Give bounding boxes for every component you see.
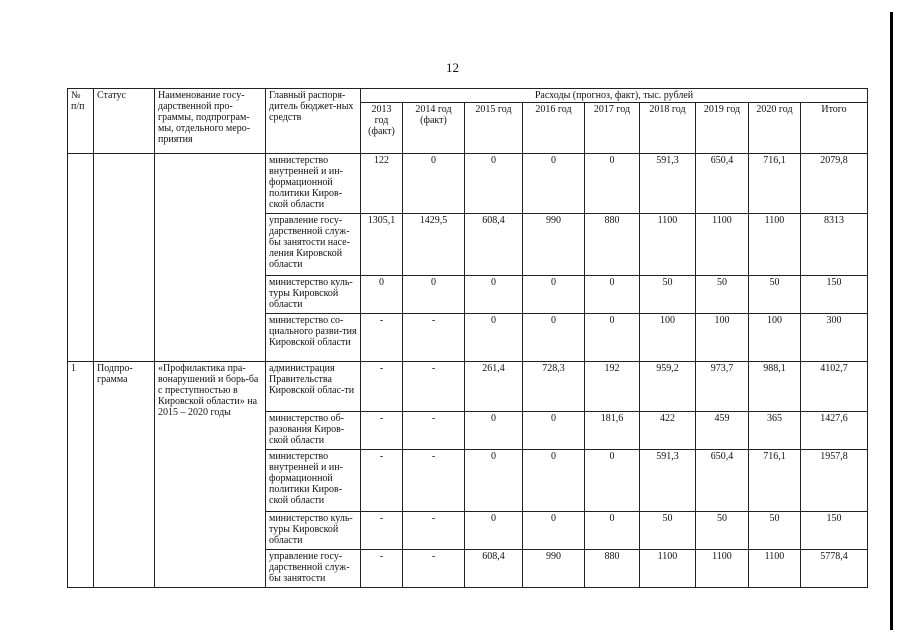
- row-value: 0: [523, 450, 585, 512]
- header-year-2014: 2014 год (факт): [403, 103, 465, 154]
- row-value: 50: [696, 276, 749, 314]
- row-value: 50: [640, 276, 696, 314]
- row-value: 0: [523, 276, 585, 314]
- header-year-2018: 2018 год: [640, 103, 696, 154]
- row-value: 181,6: [585, 412, 640, 450]
- row-value: 1100: [696, 550, 749, 588]
- row-no: [68, 154, 94, 362]
- table-body: [68, 154, 868, 588]
- row-value: -: [403, 550, 465, 588]
- row-name: «Профилактика пра-вонарушений и борь-ба с преступностью в Кировской области» на 2015 – 2020 годы: [155, 362, 266, 588]
- row-value: 0: [523, 512, 585, 550]
- row-value: 608,4: [465, 214, 523, 276]
- row-value: 728,3: [523, 362, 585, 412]
- row-value: 1957,8: [801, 450, 868, 512]
- row-value: -: [361, 362, 403, 412]
- row-value: 0: [465, 276, 523, 314]
- row-value: 1100: [696, 214, 749, 276]
- row-value: 0: [585, 314, 640, 362]
- row-value: 716,1: [749, 450, 801, 512]
- row-value: 0: [523, 314, 585, 362]
- row-value: 1100: [640, 214, 696, 276]
- header-expenses: Расходы (прогноз, факт), тыс. рублей: [361, 89, 868, 103]
- row-value: 4102,7: [801, 362, 868, 412]
- row-org: управление госу-дарственной служ-бы занятости насе-ления Кировской области: [266, 214, 361, 276]
- row-value: 990: [523, 214, 585, 276]
- row-value: 1427,6: [801, 412, 868, 450]
- row-value: 990: [523, 550, 585, 588]
- row-value: 0: [465, 154, 523, 214]
- row-value: 0: [465, 512, 523, 550]
- row-value: 0: [465, 450, 523, 512]
- row-value: 192: [585, 362, 640, 412]
- header-year-2016: 2016 год: [523, 103, 585, 154]
- row-value: -: [361, 512, 403, 550]
- row-org: министерство куль-туры Кировской области: [266, 512, 361, 550]
- row-value: 1100: [749, 214, 801, 276]
- header-manager: Главный распоря-дитель бюджет-ных средств: [266, 89, 361, 154]
- row-value: 988,1: [749, 362, 801, 412]
- row-value: 150: [801, 512, 868, 550]
- header-status: Статус: [94, 89, 155, 154]
- row-name: [155, 154, 266, 362]
- row-value: 973,7: [696, 362, 749, 412]
- scan-edge-bar: [890, 12, 893, 630]
- row-value: -: [361, 550, 403, 588]
- row-value: 5778,4: [801, 550, 868, 588]
- row-value: 50: [640, 512, 696, 550]
- row-value: 0: [585, 512, 640, 550]
- table-row: [68, 154, 868, 214]
- row-value: 261,4: [465, 362, 523, 412]
- page-number: 12: [446, 60, 459, 75]
- row-value: -: [403, 362, 465, 412]
- row-value: 650,4: [696, 154, 749, 214]
- header-year-2020: 2020 год: [749, 103, 801, 154]
- row-value: 608,4: [465, 550, 523, 588]
- row-value: -: [403, 450, 465, 512]
- row-value: 880: [585, 214, 640, 276]
- budget-table: [67, 88, 868, 588]
- row-value: -: [361, 314, 403, 362]
- row-org: управление госу-дарственной служ-бы занятости: [266, 550, 361, 588]
- row-value: -: [361, 412, 403, 450]
- row-value: 1429,5: [403, 214, 465, 276]
- header-total: Итого: [801, 103, 868, 154]
- row-value: 8313: [801, 214, 868, 276]
- row-value: 100: [749, 314, 801, 362]
- row-org: министерство куль-туры Кировской области: [266, 276, 361, 314]
- row-value: 0: [465, 412, 523, 450]
- row-value: 122: [361, 154, 403, 214]
- row-value: 365: [749, 412, 801, 450]
- row-org: министерство внутренней и ин-формационной политики Киров-ской области: [266, 450, 361, 512]
- row-value: 0: [523, 412, 585, 450]
- header-name: Наименование госу-дарственной про-граммы, подпрограм-мы, отдельного меро-приятия: [155, 89, 266, 154]
- row-value: 50: [749, 276, 801, 314]
- header-no: № п/п: [68, 89, 94, 154]
- row-value: 1100: [749, 550, 801, 588]
- row-status: Подпро-грамма: [94, 362, 155, 588]
- row-value: 1100: [640, 550, 696, 588]
- row-value: -: [361, 450, 403, 512]
- row-value: 0: [403, 154, 465, 214]
- row-org: министерство внутренней и ин-формационной политики Киров-ской области: [266, 154, 361, 214]
- row-value: 459: [696, 412, 749, 450]
- table-row: [68, 362, 868, 412]
- row-value: 716,1: [749, 154, 801, 214]
- row-value: 959,2: [640, 362, 696, 412]
- header-year-2013: 2013 год (факт): [361, 103, 403, 154]
- header-year-2019: 2019 год: [696, 103, 749, 154]
- header-year-2017: 2017 год: [585, 103, 640, 154]
- row-value: 50: [696, 512, 749, 550]
- row-value: 2079,8: [801, 154, 868, 214]
- row-value: 100: [640, 314, 696, 362]
- row-status: [94, 154, 155, 362]
- row-value: -: [403, 314, 465, 362]
- row-value: 591,3: [640, 154, 696, 214]
- row-value: 0: [585, 276, 640, 314]
- row-value: 1305,1: [361, 214, 403, 276]
- row-org: администрация Правительства Кировской облас-ти: [266, 362, 361, 412]
- header-year-2015: 2015 год: [465, 103, 523, 154]
- row-value: 591,3: [640, 450, 696, 512]
- row-value: -: [403, 512, 465, 550]
- row-value: 422: [640, 412, 696, 450]
- row-value: 880: [585, 550, 640, 588]
- row-org: министерство об-разования Киров-ской области: [266, 412, 361, 450]
- row-value: 0: [465, 314, 523, 362]
- row-value: 0: [403, 276, 465, 314]
- row-org: министерство со-циального разви-тия Кировской области: [266, 314, 361, 362]
- row-value: 50: [749, 512, 801, 550]
- row-value: -: [403, 412, 465, 450]
- row-value: 0: [523, 154, 585, 214]
- row-value: 0: [585, 450, 640, 512]
- row-value: 0: [361, 276, 403, 314]
- row-value: 650,4: [696, 450, 749, 512]
- row-value: 0: [585, 154, 640, 214]
- row-value: 300: [801, 314, 868, 362]
- row-value: 100: [696, 314, 749, 362]
- row-value: 150: [801, 276, 868, 314]
- row-no: 1: [68, 362, 94, 588]
